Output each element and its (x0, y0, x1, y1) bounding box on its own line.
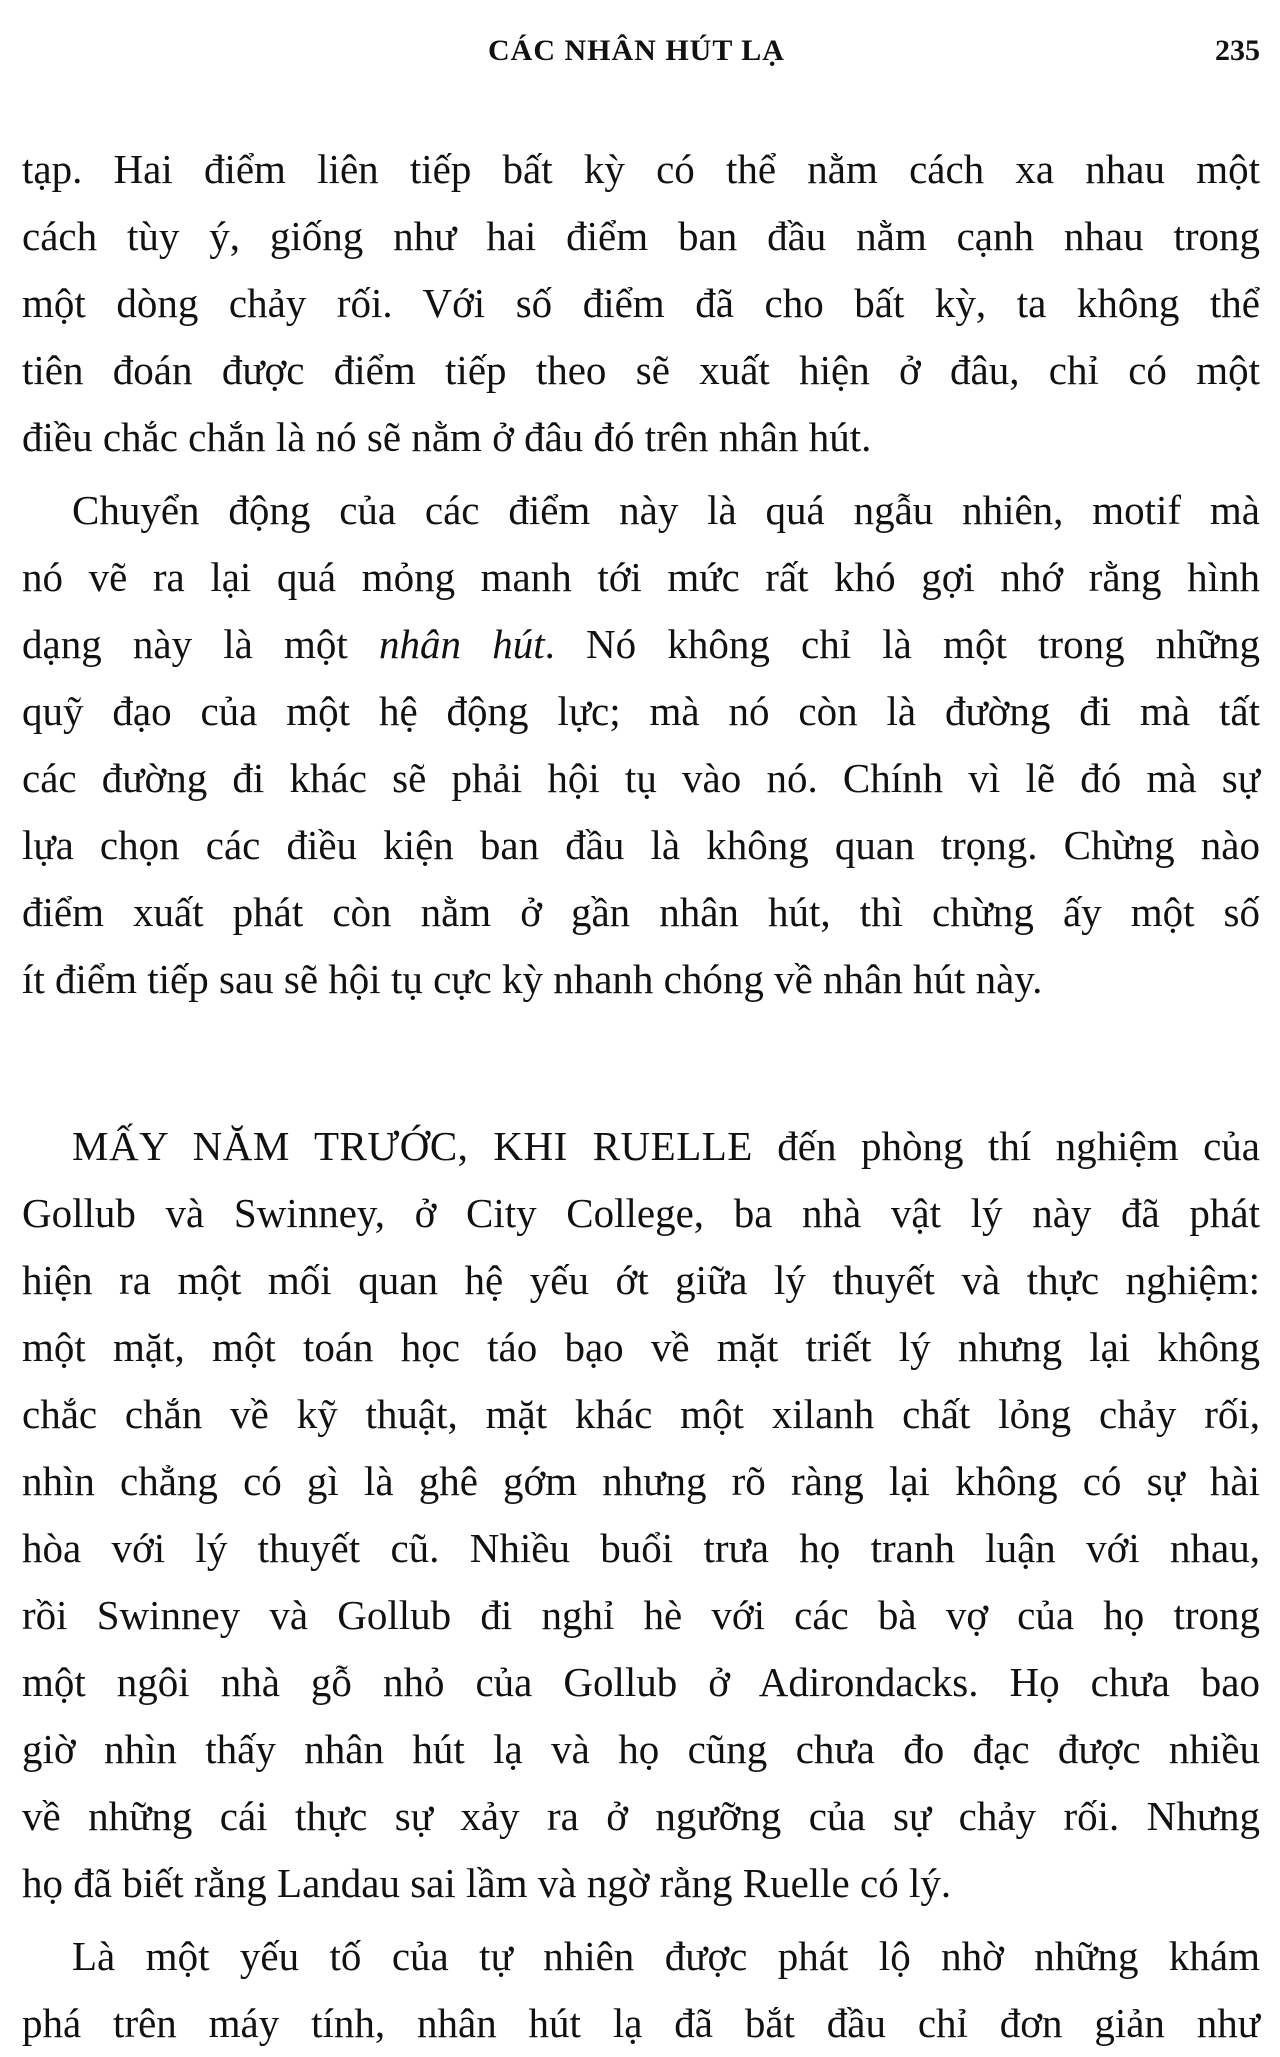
paragraph-3 (22, 1113, 1260, 1917)
text-line: lựa chọn các điều kiện ban đầu là không quan trọng. Chừng nào (22, 822, 1260, 868)
text-line: ít điểm tiếp sau sẽ hội tụ cực kỳ nhanh chóng về nhân hút này. (22, 956, 1043, 1002)
text-line: nhìn chẳng có gì là ghê gớm nhưng rõ ràng lại không có sự hài (22, 1458, 1260, 1504)
running-title: CÁC NHÂN HÚT LẠ (488, 34, 785, 67)
text-line: về những cái thực sự xảy ra ở ngưỡng của sự chảy rối. Nhưng (22, 1793, 1260, 1839)
text-line: cách tùy ý, giống như hai điểm ban đầu nằm cạnh nhau trong (22, 213, 1260, 259)
page-header (0, 34, 1280, 74)
text-line: phá trên máy tính, nhân hút lạ đã bắt đầu chỉ đơn giản như (22, 2000, 1260, 2046)
text-line: giờ nhìn thấy nhân hút lạ và họ cũng chưa đo đạc được nhiều (22, 1726, 1260, 1772)
text-line: họ đã biết rằng Landau sai lầm và ngờ rằng Ruelle có lý. (22, 1860, 952, 1906)
text-line: một ngôi nhà gỗ nhỏ của Gollub ở Adirondacks. Họ chưa bao (22, 1659, 1260, 1705)
text-line: hòa với lý thuyết cũ. Nhiều buổi trưa họ tranh luận với nhau, (22, 1525, 1260, 1571)
text-line: một mặt, một toán học táo bạo về mặt triết lý nhưng lại không (22, 1324, 1260, 1370)
text-line: rồi Swinney và Gollub đi nghỉ hè với các bà vợ của họ trong (22, 1592, 1260, 1638)
italic-term: nhân hút (379, 621, 545, 667)
text-line: các đường đi khác sẽ phải hội tụ vào nó. Chính vì lẽ đó mà sự (22, 755, 1260, 801)
text-line (22, 611, 1260, 678)
text-line: Chuyển động của các điểm này là quá ngẫu nhiên, motif mà (72, 487, 1260, 533)
text-segment: dạng này là một (22, 621, 348, 667)
text-line: Là một yếu tố của tự nhiên được phát lộ nhờ những khám (72, 1933, 1260, 1979)
text-line: chắc chắn về kỹ thuật, mặt khác một xilanh chất lỏng chảy rối, (22, 1391, 1260, 1437)
paragraph-1 (22, 136, 1260, 471)
page-number: 235 (1215, 34, 1260, 67)
text-line: điểm xuất phát còn nằm ở gần nhân hút, thì chừng ấy một số (22, 889, 1260, 935)
text-line: điều chắc chắn là nó sẽ nằm ở đâu đó trên nhân hút. (22, 414, 872, 460)
text-segment: . Nó không chỉ là một trong những (544, 621, 1260, 667)
text-line (22, 1113, 1260, 1180)
paragraph-2 (22, 477, 1260, 1013)
text-line: nó vẽ ra lại quá mỏng manh tới mức rất khó gợi nhớ rằng hình (22, 554, 1260, 600)
section-lead-in: MẤY NĂM TRƯỚC, KHI RUELLE (72, 1123, 753, 1169)
text-line: hiện ra một mối quan hệ yếu ớt giữa lý thuyết và thực nghiệm: (22, 1257, 1260, 1303)
text-line: quỹ đạo của một hệ động lực; mà nó còn là đường đi mà tất (22, 688, 1260, 734)
text-line: tiên đoán được điểm tiếp theo sẽ xuất hiện ở đâu, chỉ có một (22, 347, 1260, 393)
body-text (22, 136, 1260, 2057)
paragraph-4 (22, 1923, 1260, 2057)
text-segment: đến phòng thí nghiệm của (752, 1123, 1260, 1169)
text-line: Gollub và Swinney, ở City College, ba nhà vật lý này đã phát (22, 1190, 1260, 1236)
text-line: tạp. Hai điểm liên tiếp bất kỳ có thể nằm cách xa nhau một (22, 146, 1260, 192)
text-line: một dòng chảy rối. Với số điểm đã cho bất kỳ, ta không thể (22, 280, 1260, 326)
